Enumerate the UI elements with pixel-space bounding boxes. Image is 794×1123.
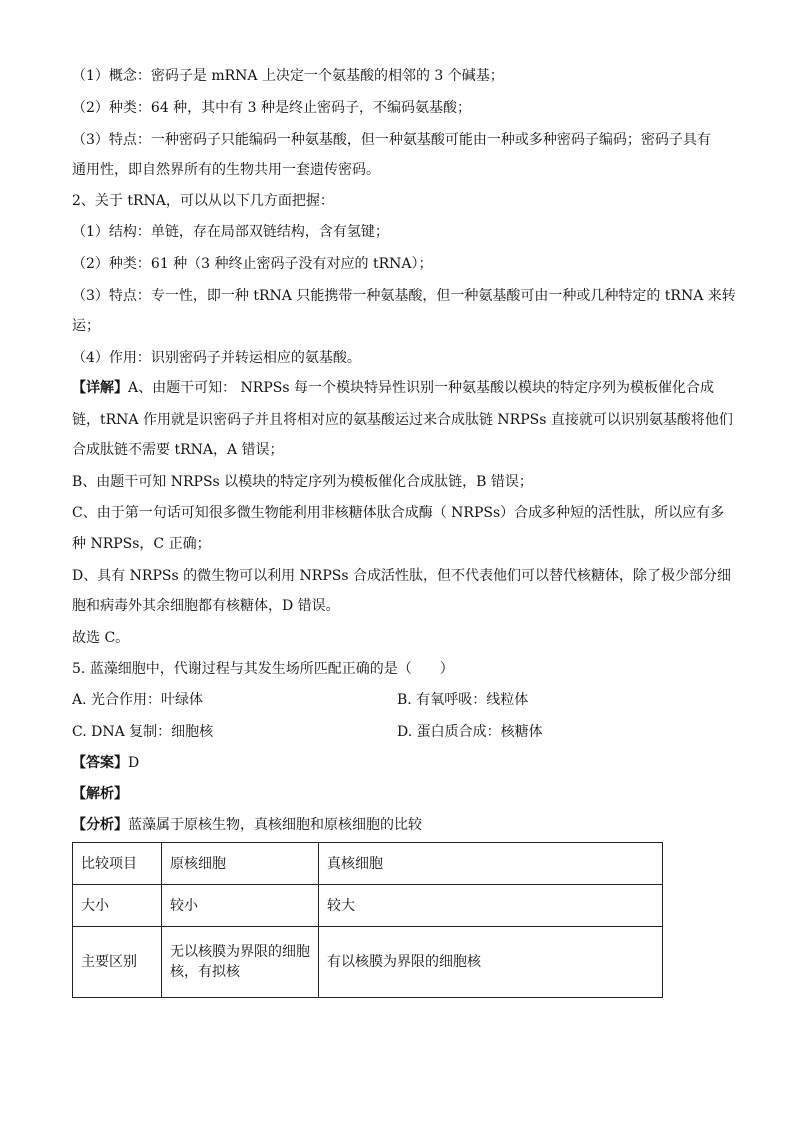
text-line: （3）特点：专一性，即一种 tRNA 只能携带一种氨基酸，但一种氨基酸可由一种或几种特定的 tRNA 来转 (72, 288, 736, 304)
text-line: （2）种类：64 种，其中有 3 种是终止密码子，不编码氨基酸； (72, 100, 471, 116)
text-line: （4）作用：识别密码子并转运相应的氨基酸。 (72, 350, 361, 366)
table-cell: 无以核膜为界限的细胞核，有拟核 (162, 927, 319, 998)
fenxi-text: 蓝藻属于原核生物，真核细胞和原核细胞的比较 (128, 817, 422, 833)
comparison-table (72, 842, 663, 998)
text-line: 链，tRNA 作用就是识密码子并且将相对应的氨基酸运过来合成肽链 NRPSs 直接就可以识别氨基酸将他们 (72, 412, 733, 428)
table-header-row (73, 843, 663, 885)
answer-line (72, 753, 139, 773)
text-line: 种 NRPSs，C 正确； (72, 536, 211, 552)
table-header-cell: 比较项目 (73, 843, 162, 885)
table-cell: 较大 (319, 885, 663, 927)
text-line: （3）特点：一种密码子只能编码一种氨基酸，但一种氨基酸可能由一种或多种密码子编码；密码子具有 (72, 132, 711, 148)
answer-tag: 【答案】 (72, 755, 128, 771)
text-line: 胞和病毒外其余细胞都有核糖体，D 错误。 (72, 598, 340, 614)
text-span: A、由题干可知： NRPSs 每一个模块特异性识别一种氨基酸以模块的特定序列为模板催化合成 (128, 380, 714, 396)
text-line: C、由于第一句话可知很多微生物能利用非核糖体肽合成酶（ NRPSs）合成多种短的活性肽，所以应有多 (72, 505, 725, 521)
option-d: D. 蛋白质合成：核糖体 (397, 724, 543, 740)
analysis-heading: 【解析】 (72, 786, 128, 802)
table-header-cell: 真核细胞 (319, 843, 663, 885)
text-line: B、由题干可知 NRPSs 以模块的特定序列为模板催化合成肽链，B 错误； (72, 474, 533, 490)
text-line: 运； (72, 318, 100, 334)
text-line: 合成肽链不需要 tRNA，A 错误； (72, 442, 284, 458)
table-cell: 有以核膜为界限的细胞核 (319, 927, 663, 998)
text-line: D、具有 NRPSs 的微生物可以利用 NRPSs 合成活性肽，但不代表他们可以替代核糖体，除了极少部分细 (72, 568, 731, 584)
option-b: B. 有氧呼吸：线粒体 (397, 692, 529, 708)
table-cell: 较小 (162, 885, 319, 927)
detail-tag: 【详解】 (72, 380, 128, 396)
text-line: （1）结构：单链，存在局部双链结构，含有氢键； (72, 224, 389, 240)
question-5: 5. 蓝藻细胞中，代谢过程与其发生场所匹配正确的是（ ） (72, 661, 454, 677)
table-cell: 主要区别 (73, 927, 162, 998)
text-line: 2、关于 tRNA，可以从以下几方面把握： (72, 193, 334, 209)
table-header-cell: 原核细胞 (162, 843, 319, 885)
text-line: （2）种类：61 种（3 种终止密码子没有对应的 tRNA）； (72, 256, 433, 272)
fenxi-tag: 【分析】 (72, 817, 128, 833)
table-row (73, 927, 663, 998)
text-line: 通用性，即自然界所有的生物共用一套遗传密码。 (72, 162, 380, 178)
text-line: 故选 C。 (72, 630, 130, 646)
table-cell: 大小 (73, 885, 162, 927)
fenxi-line (72, 815, 422, 835)
option-c: C. DNA 复制：细胞核 (72, 724, 214, 740)
detail-paragraph (72, 378, 714, 398)
text-line: （1）概念：密码子是 mRNA 上决定一个氨基酸的相邻的 3 个碱基； (72, 68, 504, 84)
option-a: A. 光合作用：叶绿体 (72, 692, 204, 708)
table-row (73, 885, 663, 927)
answer-value: D (128, 755, 140, 771)
